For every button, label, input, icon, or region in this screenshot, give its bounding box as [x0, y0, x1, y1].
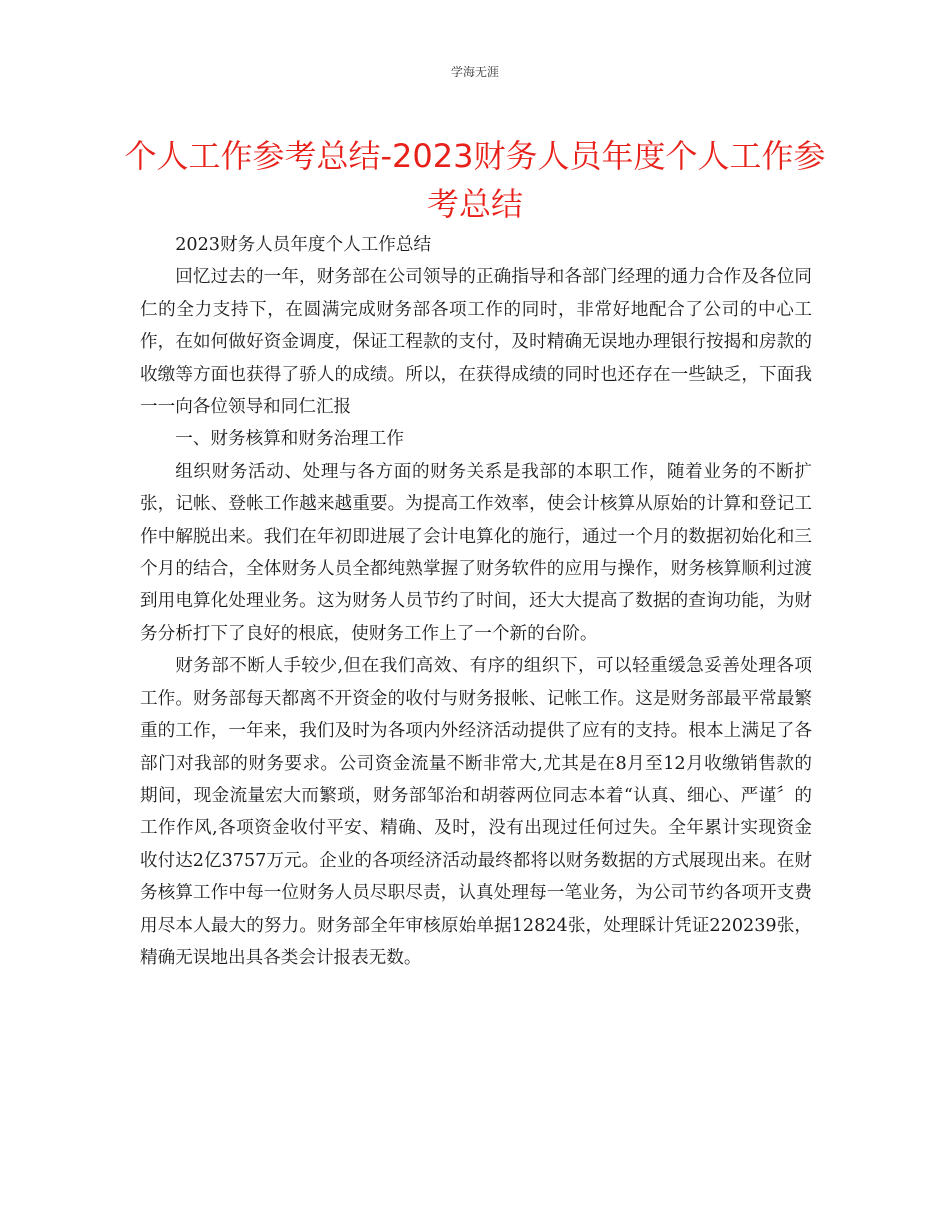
document-body: [140, 229, 812, 974]
paragraph: 财务部不断人手较少,但在我们高效、有序的组织下，可以轻重缓急妥善处理各项工作。财务部每天都离不开资金的收付与财务报帐、记帐工作。这是财务部最平常最繁重的工作，一年来，我们及时为各项内外经济活动提供了应有的支持。根本上满足了各部门对我部的财务要求。公司资金流量不断非常大,尤其是在8月至12月收缴销售款的期间，现金流量宏大而繁琐，财务部邹治和胡蓉两位同志本着“认真、细心、严谨〞的工作作风,各项资金收付平安、精确、及时，没有出现过任何过失。全年累计实现资金收付达2亿3757万元。企业的各项经济活动最终都将以财务数据的方式展现出来。在财务核算工作中每一位财务人员尽职尽责，认真处理每一笔业务，为公司节约各项开支费用尽本人最大的努力。财务部全年审核原始单据12824张，处理睬计凭证220239张，精确无误地出具各类会计报表无数。: [140, 656, 812, 968]
section-heading: 一、财务核算和财务治理工作: [175, 429, 404, 450]
paragraph-subtitle: 2023财务人员年度个人工作总结: [175, 235, 432, 255]
paragraph: 组织财务活动、处理与各方面的财务关系是我部的本职工作，随着业务的不断扩张，记帐、登帐工作越来越重要。为提高工作效率，使会计核算从原始的计算和登记工作中解脱出来。我们在年初即进展了会计电算化的施行，通过一个月的数据初始化和三个月的结合，全体财务人员全都纯熟掌握了财务软件的应用与操作，财务核算顺利过渡到用电算化处理业务。这为财务人员节约了时间，还大大提高了数据的查询功能，为财务分析打下了良好的根底，使财务工作上了一个新的台阶。: [140, 461, 812, 644]
paragraph-intro: 回忆过去的一年，财务部在公司领导的正确指导和各部门经理的通力合作及各位同仁的全力支持下，在圆满完成财务部各项工作的同时，非常好地配合了公司的中心工作，在如何做好资金调度，保证工程款的支付，及时精确无误地办理银行按揭和房款的收缴等方面也获得了骄人的成绩。所以，在获得成绩的同时也还存在一些缺乏，下面我一一向各位领导和同仁汇报: [140, 267, 812, 418]
document-title: 个人工作参考总结-2023财务人员年度个人工作参考总结: [124, 137, 826, 223]
page-header: 学海无涯: [450, 65, 499, 79]
